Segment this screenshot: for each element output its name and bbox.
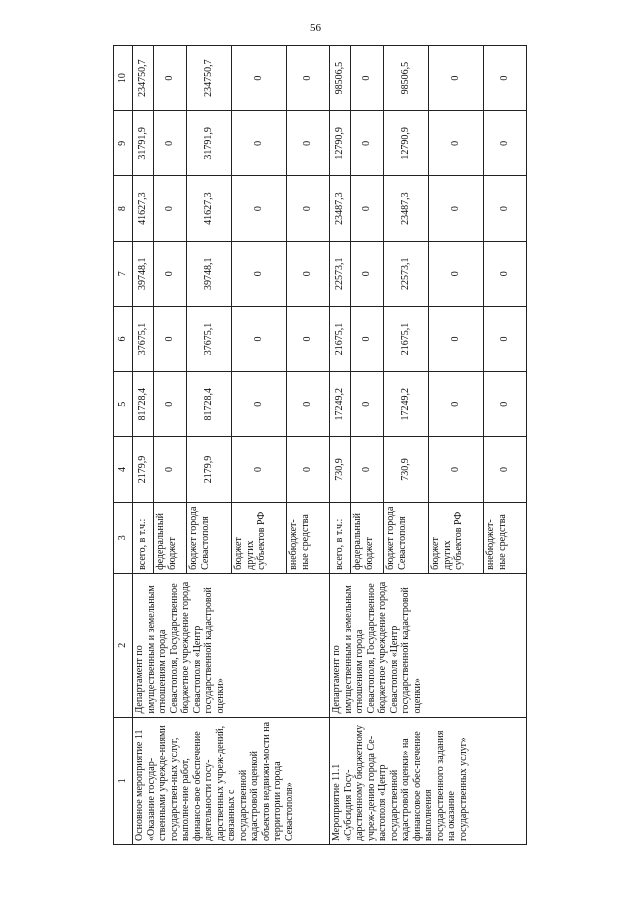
table-row xyxy=(330,46,351,845)
value-cell: 2179,9 xyxy=(187,437,232,502)
value-cell: 81728,4 xyxy=(133,372,154,437)
value-cell: 0 xyxy=(232,176,287,241)
funding-source-cell: внебюджет-ные средства xyxy=(287,502,330,573)
value-cell: 21675,1 xyxy=(330,306,351,371)
funding-source-cell: федеральный бюджет xyxy=(154,502,187,573)
value-cell: 0 xyxy=(484,111,527,176)
value-cell: 0 xyxy=(232,437,287,502)
value-cell: 0 xyxy=(484,306,527,371)
value-cell: 0 xyxy=(232,372,287,437)
value-cell: 0 xyxy=(287,306,330,371)
value-cell: 730,9 xyxy=(330,437,351,502)
value-cell: 2179,9 xyxy=(133,437,154,502)
funding-source-cell: бюджет города Севастополя xyxy=(187,502,232,573)
value-cell: 0 xyxy=(232,241,287,306)
value-cell: 0 xyxy=(484,241,527,306)
executor-cell: Департамент по имущественным и земельным отношениям города Севастополя, Государственное бюджетное учреждение города Севастополя «Центр государственной кадастровой оценки» xyxy=(133,573,330,717)
value-cell: 22573,1 xyxy=(384,241,429,306)
value-cell: 0 xyxy=(429,176,484,241)
value-cell: 23487,3 xyxy=(384,176,429,241)
value-cell: 37675,1 xyxy=(133,306,154,371)
value-cell: 0 xyxy=(287,437,330,502)
value-cell: 0 xyxy=(351,372,384,437)
value-cell: 0 xyxy=(287,111,330,176)
funding-source-cell: федеральный бюджет xyxy=(351,502,384,573)
value-cell: 0 xyxy=(287,241,330,306)
value-cell: 41627,3 xyxy=(133,176,154,241)
funding-source-cell: внебюджет-ные средства xyxy=(484,502,527,573)
value-cell: 17249,2 xyxy=(384,372,429,437)
budget-table xyxy=(113,45,527,845)
header-cell: 10 xyxy=(114,46,133,111)
value-cell: 0 xyxy=(429,437,484,502)
header-row xyxy=(114,46,133,845)
value-cell: 17249,2 xyxy=(330,372,351,437)
value-cell: 0 xyxy=(232,306,287,371)
value-cell: 730,9 xyxy=(384,437,429,502)
value-cell: 12790,9 xyxy=(330,111,351,176)
value-cell: 31791,9 xyxy=(133,111,154,176)
value-cell: 0 xyxy=(351,437,384,502)
value-cell: 0 xyxy=(287,372,330,437)
value-cell: 0 xyxy=(351,306,384,371)
value-cell: 0 xyxy=(429,241,484,306)
value-cell: 0 xyxy=(232,46,287,111)
table-container xyxy=(113,45,599,845)
funding-source-cell: бюджет города Севастополя xyxy=(384,502,429,573)
value-cell: 0 xyxy=(154,46,187,111)
header-cell: 7 xyxy=(114,241,133,306)
value-cell: 21675,1 xyxy=(384,306,429,371)
header-cell: 9 xyxy=(114,111,133,176)
rotated-table-area xyxy=(113,45,599,845)
value-cell: 31791,9 xyxy=(187,111,232,176)
value-cell: 39748,1 xyxy=(187,241,232,306)
funding-source-cell: всего, в т.ч.: xyxy=(330,502,351,573)
value-cell: 0 xyxy=(484,176,527,241)
measure-name-cell: Мероприятие 11.1 «Субсидия Госу-дарственному бюджетному учреж-дению города Се-вастополя «Центр государственной кадастровой оценки» на финансовое обес-печение выполнения государственного задания на оказание государственных услуг» xyxy=(330,717,527,844)
header-cell: 3 xyxy=(114,502,133,573)
value-cell: 41627,3 xyxy=(187,176,232,241)
table-row xyxy=(133,46,154,845)
value-cell: 0 xyxy=(154,306,187,371)
header-cell: 5 xyxy=(114,372,133,437)
value-cell: 234750,7 xyxy=(187,46,232,111)
value-cell: 0 xyxy=(154,111,187,176)
value-cell: 23487,3 xyxy=(330,176,351,241)
value-cell: 0 xyxy=(351,111,384,176)
value-cell: 98506,5 xyxy=(330,46,351,111)
header-cell: 8 xyxy=(114,176,133,241)
value-cell: 0 xyxy=(429,306,484,371)
funding-source-cell: бюджет других субъектов РФ xyxy=(429,502,484,573)
value-cell: 0 xyxy=(429,372,484,437)
value-cell: 0 xyxy=(154,241,187,306)
value-cell: 0 xyxy=(232,111,287,176)
executor-cell: Департамент по имущественным и земельным отношениям города Севастополя, Государственное бюджетное учреждение города Севастополя «Центр государственной кадастровой оценки» xyxy=(330,573,527,717)
value-cell: 0 xyxy=(484,46,527,111)
value-cell: 234750,7 xyxy=(133,46,154,111)
value-cell: 0 xyxy=(351,46,384,111)
value-cell: 0 xyxy=(154,176,187,241)
value-cell: 0 xyxy=(154,372,187,437)
page-number: 56 xyxy=(310,22,321,34)
value-cell: 0 xyxy=(484,372,527,437)
value-cell: 0 xyxy=(429,46,484,111)
table-body xyxy=(133,46,527,845)
funding-source-cell: всего, в т.ч.: xyxy=(133,502,154,573)
value-cell: 39748,1 xyxy=(133,241,154,306)
header-cell: 6 xyxy=(114,306,133,371)
header-cell: 1 xyxy=(114,717,133,844)
value-cell: 0 xyxy=(484,437,527,502)
funding-source-cell: бюджет других субъектов РФ xyxy=(232,502,287,573)
value-cell: 0 xyxy=(351,241,384,306)
value-cell: 0 xyxy=(154,437,187,502)
value-cell: 22573,1 xyxy=(330,241,351,306)
value-cell: 0 xyxy=(351,176,384,241)
value-cell: 98506,5 xyxy=(384,46,429,111)
header-cell: 4 xyxy=(114,437,133,502)
header-cell: 2 xyxy=(114,573,133,717)
value-cell: 0 xyxy=(287,176,330,241)
value-cell: 0 xyxy=(287,46,330,111)
value-cell: 81728,4 xyxy=(187,372,232,437)
value-cell: 12790,9 xyxy=(384,111,429,176)
value-cell: 37675,1 xyxy=(187,306,232,371)
value-cell: 0 xyxy=(429,111,484,176)
measure-name-cell: Основное мероприятие 11 «Оказание государ-ственными учрежде-ниями государствен-ных услуг, выполне-ние работ, финансо-вое обеспечение деятельности госу-дарственных учреж-дений, связанных с государственной кадастровой оценкой объектов недвижи-мости на территории города Севастополя» xyxy=(133,717,330,844)
